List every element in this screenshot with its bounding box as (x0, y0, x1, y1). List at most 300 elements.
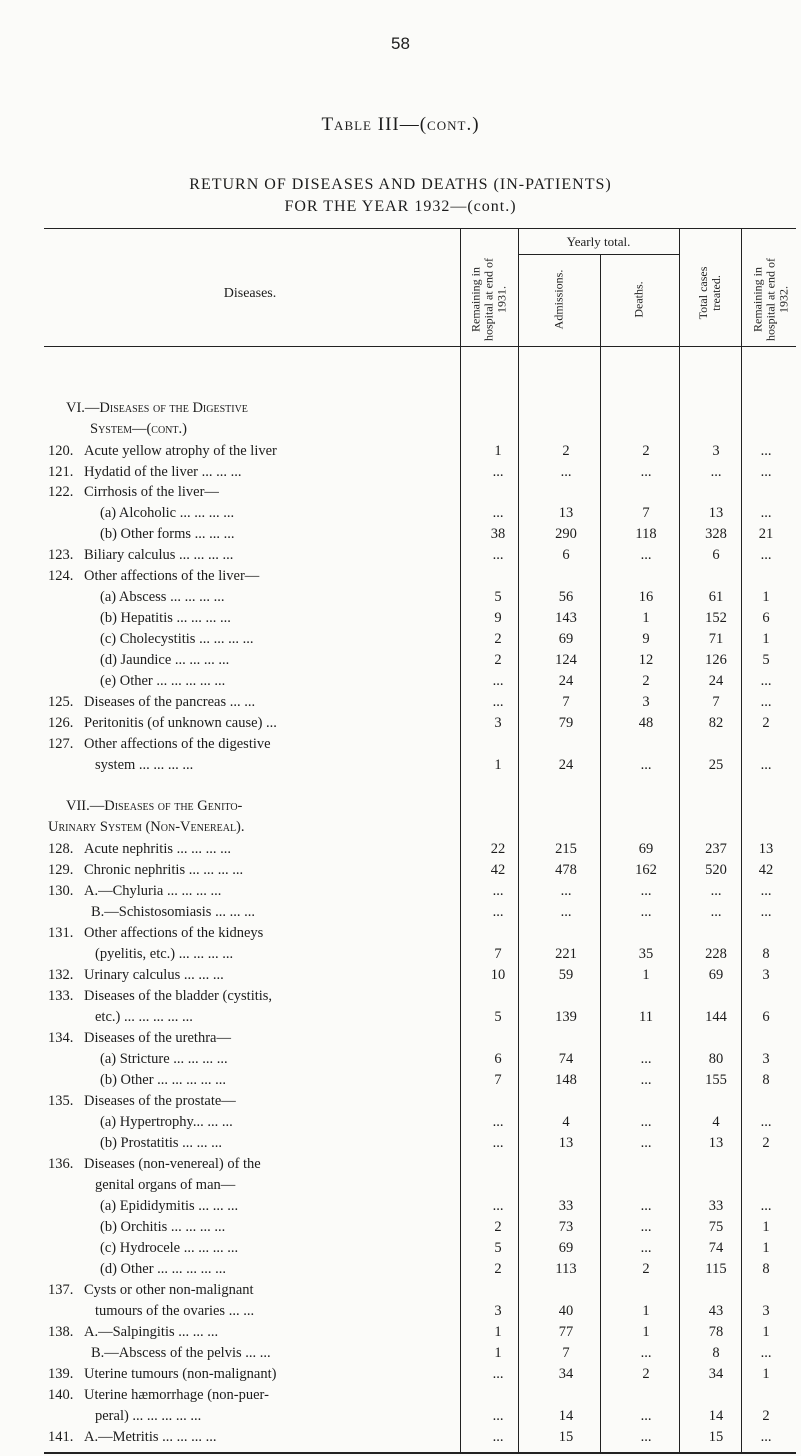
cell-remaining-1932: ... (760, 883, 772, 899)
disease-label: Diseases of the pancreas ... ... (84, 694, 256, 710)
disease-label: Cirrhosis of the liver— (84, 484, 219, 500)
cell-admissions: 15 (558, 1429, 574, 1445)
row-number: 121. (48, 464, 74, 480)
cell-total-cases: 15 (708, 1429, 724, 1445)
cell-total-cases: ... (710, 464, 722, 480)
cell-remaining-1932: 2 (762, 1408, 770, 1424)
disease-label: etc.) ... ... ... ... ... (95, 1009, 193, 1025)
cell-admissions: 4 (562, 1114, 570, 1130)
disease-label: A.—Metritis ... ... ... ... (84, 1429, 217, 1445)
cell-remaining-1931: ... (492, 694, 504, 710)
cell-total-cases: 61 (708, 589, 724, 605)
table-row (0, 443, 801, 463)
cell-total-cases: 24 (708, 673, 724, 689)
disease-label: Biliary calculus ... ... ... ... (84, 547, 234, 563)
cell-total-cases: 25 (708, 757, 724, 773)
cell-admissions: 69 (558, 631, 574, 647)
table-row (0, 757, 801, 777)
disease-label: (b) Orchitis ... ... ... ... (100, 1219, 226, 1235)
header-deaths: Deaths. (631, 281, 646, 318)
table-row (0, 736, 801, 756)
cell-remaining-1931: 2 (494, 652, 502, 668)
disease-label: Uterine tumours (non-malignant) (84, 1366, 277, 1382)
cell-deaths: 2 (642, 1366, 650, 1382)
disease-label: A.—Chyluria ... ... ... ... (84, 883, 222, 899)
cell-admissions: 7 (562, 694, 570, 710)
cell-remaining-1932: 8 (762, 1072, 770, 1088)
row-number: 128. (48, 841, 74, 857)
cell-total-cases: 155 (705, 1072, 727, 1088)
table-row (0, 1051, 801, 1071)
cell-total-cases: 82 (708, 715, 724, 731)
cell-deaths: ... (640, 1198, 652, 1214)
cell-admissions: ... (560, 464, 572, 480)
disease-label: Other affections of the digestive (84, 736, 271, 752)
table-row (0, 484, 801, 504)
table-row (0, 652, 801, 672)
cell-deaths: ... (640, 904, 652, 920)
table-row (0, 1198, 801, 1218)
cell-remaining-1932: 2 (762, 1135, 770, 1151)
table-row (0, 673, 801, 693)
cell-admissions: 124 (555, 652, 577, 668)
cell-deaths: ... (640, 1135, 652, 1151)
cell-admissions: 14 (558, 1408, 574, 1424)
cell-deaths: ... (640, 1219, 652, 1235)
cell-deaths: 2 (642, 673, 650, 689)
cell-total-cases: ... (710, 883, 722, 899)
cell-remaining-1932: ... (760, 673, 772, 689)
cell-remaining-1932: 1 (762, 589, 770, 605)
table-row (0, 1219, 801, 1239)
table-row (0, 464, 801, 484)
disease-label: Hydatid of the liver ... ... ... (84, 464, 242, 480)
cell-deaths: ... (640, 1345, 652, 1361)
cell-total-cases: 3 (712, 443, 720, 459)
row-number: 127. (48, 736, 74, 752)
row-number: 140. (48, 1387, 74, 1403)
row-number: 130. (48, 883, 74, 899)
cell-admissions: 6 (562, 547, 570, 563)
table-row (0, 1366, 801, 1386)
cell-deaths: 16 (638, 589, 654, 605)
cell-total-cases: 33 (708, 1198, 724, 1214)
table-row (0, 1303, 801, 1323)
table-row (0, 1135, 801, 1155)
disease-label: (b) Prostatitis ... ... ... (100, 1135, 223, 1151)
header-diseases: Diseases. (223, 286, 277, 301)
table-row (0, 1030, 801, 1050)
table-row (0, 1345, 801, 1365)
header-yearly-total: Yearly total. (566, 234, 631, 249)
cell-admissions: 24 (558, 757, 574, 773)
cell-total-cases: 74 (708, 1240, 724, 1256)
table-row (0, 568, 801, 588)
section-heading (0, 400, 801, 420)
cell-admissions: 478 (555, 862, 577, 878)
disease-label: Acute yellow atrophy of the liver (84, 443, 277, 459)
cell-total-cases: 520 (705, 862, 727, 878)
table-row (0, 883, 801, 903)
disease-label: Cysts or other non-malignant (84, 1282, 254, 1298)
section-title-continued: System—(cont.) (90, 421, 187, 437)
header-remaining-1931: Remaining in hospital at end of 1931. (468, 258, 509, 341)
disease-label: (c) Hydrocele ... ... ... ... (100, 1240, 239, 1256)
disease-label: system ... ... ... ... (95, 757, 194, 773)
disease-label: peral) ... ... ... ... ... (95, 1408, 202, 1424)
disease-label: (a) Stricture ... ... ... ... (100, 1051, 228, 1067)
table-row (0, 547, 801, 567)
cell-deaths: ... (640, 883, 652, 899)
cell-remaining-1932: 8 (762, 1261, 770, 1277)
disease-label: (b) Other forms ... ... ... (100, 526, 235, 542)
cell-total-cases: 126 (705, 652, 727, 668)
cell-remaining-1931: 38 (490, 526, 506, 542)
cell-deaths: ... (640, 757, 652, 773)
cell-deaths: 2 (642, 443, 650, 459)
disease-label: Uterine hæmorrhage (non-puer- (84, 1387, 269, 1403)
cell-remaining-1931: 22 (490, 841, 506, 857)
table-row (0, 610, 801, 630)
cell-remaining-1932: 21 (758, 526, 774, 542)
table-row (0, 946, 801, 966)
cell-remaining-1932: ... (760, 904, 772, 920)
table-row (0, 862, 801, 882)
cell-remaining-1932: 42 (758, 862, 774, 878)
disease-label: (a) Abscess ... ... ... ... (100, 589, 225, 605)
cell-remaining-1932: ... (760, 1114, 772, 1130)
table-row (0, 1009, 801, 1029)
cell-remaining-1931: 1 (494, 1345, 502, 1361)
cell-remaining-1931: ... (492, 1366, 504, 1382)
disease-label: (a) Alcoholic ... ... ... ... (100, 505, 235, 521)
row-number: 134. (48, 1030, 74, 1046)
cell-remaining-1932: ... (760, 464, 772, 480)
table-row (0, 1282, 801, 1302)
table-row (0, 589, 801, 609)
disease-label: Chronic nephritis ... ... ... ... (84, 862, 244, 878)
cell-admissions: 34 (558, 1366, 574, 1382)
subtitle-line-2: FOR THE YEAR 1932—(cont.) (284, 198, 517, 215)
table-row (0, 526, 801, 546)
cell-remaining-1932: 3 (762, 967, 770, 983)
cell-admissions: 33 (558, 1198, 574, 1214)
table-row (0, 1093, 801, 1113)
cell-admissions: 139 (555, 1009, 577, 1025)
cell-total-cases: 152 (705, 610, 727, 626)
cell-remaining-1931: 42 (490, 862, 506, 878)
row-number: 122. (48, 484, 74, 500)
row-number: 135. (48, 1093, 74, 1109)
table-row (0, 631, 801, 651)
header-remaining-1932: Remaining in hospital at end of 1932. (750, 258, 791, 341)
cell-remaining-1931: 1 (494, 757, 502, 773)
cell-remaining-1931: ... (492, 904, 504, 920)
cell-total-cases: 69 (708, 967, 724, 983)
cell-remaining-1931: 7 (494, 1072, 502, 1088)
disease-label: Other affections of the liver— (84, 568, 260, 584)
row-number: 132. (48, 967, 74, 983)
cell-deaths: ... (640, 1408, 652, 1424)
section-heading (0, 819, 801, 839)
row-number: 125. (48, 694, 74, 710)
disease-label: (pyelitis, etc.) ... ... ... ... (95, 946, 234, 962)
table-row (0, 1177, 801, 1197)
disease-label: (a) Hypertrophy... ... ... (100, 1114, 233, 1130)
cell-deaths: 35 (638, 946, 654, 962)
disease-label: (d) Other ... ... ... ... ... (100, 1261, 227, 1277)
table-row (0, 715, 801, 735)
cell-remaining-1931: 3 (494, 715, 502, 731)
cell-remaining-1931: ... (492, 505, 504, 521)
cell-remaining-1932: ... (760, 547, 772, 563)
cell-remaining-1932: ... (760, 1345, 772, 1361)
disease-label: (c) Cholecystitis ... ... ... ... (100, 631, 254, 647)
cell-total-cases: 13 (708, 505, 724, 521)
top-rule (44, 228, 796, 229)
row-number: 138. (48, 1324, 74, 1340)
section-title-continued: Urinary System (Non-Venereal). (48, 819, 245, 835)
cell-admissions: ... (560, 904, 572, 920)
cell-remaining-1931: ... (492, 673, 504, 689)
cell-remaining-1931: 10 (490, 967, 506, 983)
cell-total-cases: 4 (712, 1114, 720, 1130)
cell-remaining-1931: 2 (494, 1261, 502, 1277)
cell-deaths: ... (640, 1429, 652, 1445)
cell-admissions: 24 (558, 673, 574, 689)
table-row (0, 1240, 801, 1260)
cell-total-cases: 228 (705, 946, 727, 962)
cell-deaths: ... (640, 1240, 652, 1256)
disease-label: (a) Epididymitis ... ... ... (100, 1198, 239, 1214)
cell-deaths: 2 (642, 1261, 650, 1277)
table-row (0, 1387, 801, 1407)
disease-label: Other affections of the kidneys (84, 925, 264, 941)
bottom-rule (44, 1452, 796, 1454)
disease-label: tumours of the ovaries ... ... (95, 1303, 255, 1319)
cell-remaining-1931: 3 (494, 1303, 502, 1319)
table-row (0, 694, 801, 714)
cell-total-cases: 14 (708, 1408, 724, 1424)
cell-remaining-1932: 6 (762, 610, 770, 626)
cell-remaining-1932: 3 (762, 1051, 770, 1067)
cell-remaining-1932: 3 (762, 1303, 770, 1319)
table-row (0, 841, 801, 861)
cell-admissions: ... (560, 883, 572, 899)
row-number: 141. (48, 1429, 74, 1445)
cell-remaining-1931: ... (492, 1135, 504, 1151)
cell-admissions: 59 (558, 967, 574, 983)
cell-remaining-1931: 2 (494, 631, 502, 647)
disease-label: (b) Hepatitis ... ... ... ... (100, 610, 231, 626)
disease-label: A.—Salpingitis ... ... ... (84, 1324, 219, 1340)
table-row (0, 1429, 801, 1449)
disease-label: B.—Schistosomiasis ... ... ... (91, 904, 255, 920)
cell-admissions: 74 (558, 1051, 574, 1067)
disease-label: Peritonitis (of unknown cause) ... (84, 715, 277, 731)
table-row (0, 988, 801, 1008)
cell-total-cases: 78 (708, 1324, 724, 1340)
cell-remaining-1931: 6 (494, 1051, 502, 1067)
cell-total-cases: 71 (708, 631, 724, 647)
cell-total-cases: 13 (708, 1135, 724, 1151)
cell-remaining-1931: ... (492, 1408, 504, 1424)
cell-admissions: 56 (558, 589, 574, 605)
cell-total-cases: 8 (712, 1345, 720, 1361)
row-number: 120. (48, 443, 74, 459)
cell-remaining-1931: ... (492, 464, 504, 480)
cell-admissions: 221 (555, 946, 577, 962)
cell-deaths: 7 (642, 505, 650, 521)
section-title: VI.—Diseases of the Digestive (66, 400, 248, 416)
cell-deaths: ... (640, 1051, 652, 1067)
cell-remaining-1931: 5 (494, 1240, 502, 1256)
cell-total-cases: 328 (705, 526, 727, 542)
table-row (0, 1156, 801, 1176)
header-admissions: Admissions. (551, 269, 566, 330)
disease-label: (e) Other ... ... ... ... ... (100, 673, 226, 689)
cell-deaths: 1 (642, 610, 650, 626)
cell-total-cases: 43 (708, 1303, 724, 1319)
disease-label: Diseases of the bladder (cystitis, (84, 988, 273, 1004)
disease-label: (b) Other ... ... ... ... ... (100, 1072, 227, 1088)
cell-remaining-1932: 1 (762, 1240, 770, 1256)
cell-admissions: 77 (558, 1324, 574, 1340)
cell-remaining-1931: 9 (494, 610, 502, 626)
cell-deaths: 69 (638, 841, 654, 857)
cell-total-cases: 144 (705, 1009, 727, 1025)
subtitle-line-1: RETURN OF DISEASES AND DEATHS (IN-PATIENTS) (189, 176, 612, 193)
section-title: VII.—Diseases of the Genito- (66, 798, 243, 814)
cell-total-cases: 6 (712, 547, 720, 563)
cell-remaining-1931: 2 (494, 1219, 502, 1235)
cell-deaths: 162 (635, 862, 657, 878)
yearly-total-rule (518, 254, 679, 255)
cell-total-cases: 75 (708, 1219, 724, 1235)
header-total-cases: Total cases treated. (696, 266, 723, 320)
cell-remaining-1932: ... (760, 443, 772, 459)
cell-admissions: 69 (558, 1240, 574, 1256)
cell-remaining-1932: 8 (762, 946, 770, 962)
cell-remaining-1932: 1 (762, 1324, 770, 1340)
cell-total-cases: ... (710, 904, 722, 920)
cell-admissions: 113 (555, 1261, 577, 1277)
section-heading (0, 421, 801, 441)
row-number: 126. (48, 715, 74, 731)
cell-admissions: 7 (562, 1345, 570, 1361)
cell-deaths: 1 (642, 1324, 650, 1340)
table-row (0, 967, 801, 987)
disease-label: genital organs of man— (95, 1177, 236, 1193)
row-number: 123. (48, 547, 74, 563)
cell-deaths: 3 (642, 694, 650, 710)
cell-total-cases: 34 (708, 1366, 724, 1382)
cell-admissions: 143 (555, 610, 577, 626)
cell-remaining-1932: ... (760, 1198, 772, 1214)
cell-admissions: 13 (558, 1135, 574, 1151)
cell-total-cases: 237 (705, 841, 727, 857)
cell-admissions: 40 (558, 1303, 574, 1319)
row-number: 131. (48, 925, 74, 941)
cell-deaths: ... (640, 1114, 652, 1130)
cell-remaining-1932: 13 (758, 841, 774, 857)
cell-admissions: 148 (555, 1072, 577, 1088)
cell-admissions: 215 (555, 841, 577, 857)
disease-label: B.—Abscess of the pelvis ... ... (91, 1345, 271, 1361)
cell-remaining-1932: 2 (762, 715, 770, 731)
row-number: 136. (48, 1156, 74, 1172)
cell-remaining-1931: ... (492, 883, 504, 899)
row-number: 137. (48, 1282, 74, 1298)
cell-admissions: 2 (562, 443, 570, 459)
disease-label: Acute nephritis ... ... ... ... (84, 841, 231, 857)
table-row (0, 904, 801, 924)
table-row (0, 1261, 801, 1281)
table-row (0, 1072, 801, 1092)
cell-remaining-1932: 5 (762, 652, 770, 668)
cell-remaining-1932: ... (760, 505, 772, 521)
cell-admissions: 290 (555, 526, 577, 542)
cell-remaining-1932: ... (760, 694, 772, 710)
cell-remaining-1931: ... (492, 1429, 504, 1445)
cell-deaths: ... (640, 464, 652, 480)
disease-label: Diseases (non-venereal) of the (84, 1156, 261, 1172)
cell-remaining-1931: ... (492, 1198, 504, 1214)
cell-total-cases: 7 (712, 694, 720, 710)
table-row (0, 1408, 801, 1428)
cell-admissions: 13 (558, 505, 574, 521)
table-title: Table III—(cont.) (321, 114, 480, 135)
cell-remaining-1932: 1 (762, 631, 770, 647)
cell-remaining-1932: 6 (762, 1009, 770, 1025)
cell-deaths: 48 (638, 715, 654, 731)
cell-deaths: 11 (639, 1009, 653, 1025)
row-number: 124. (48, 568, 74, 584)
cell-deaths: ... (640, 1072, 652, 1088)
cell-admissions: 73 (558, 1219, 574, 1235)
table-row (0, 925, 801, 945)
row-number: 139. (48, 1366, 74, 1382)
cell-total-cases: 115 (705, 1261, 727, 1277)
cell-deaths: 12 (638, 652, 654, 668)
cell-remaining-1932: 1 (762, 1219, 770, 1235)
cell-deaths: ... (640, 547, 652, 563)
disease-label: Diseases of the prostate— (84, 1093, 236, 1109)
cell-deaths: 1 (642, 967, 650, 983)
disease-label: Diseases of the urethra— (84, 1030, 231, 1046)
cell-remaining-1931: 5 (494, 589, 502, 605)
cell-remaining-1932: ... (760, 1429, 772, 1445)
cell-deaths: 1 (642, 1303, 650, 1319)
cell-total-cases: 80 (708, 1051, 724, 1067)
table-row (0, 505, 801, 525)
row-number: 129. (48, 862, 74, 878)
cell-remaining-1931: 1 (494, 1324, 502, 1340)
page-number: 58 (391, 34, 410, 53)
cell-admissions: 79 (558, 715, 574, 731)
header-rule (44, 346, 796, 347)
cell-deaths: 118 (635, 526, 657, 542)
cell-remaining-1931: ... (492, 1114, 504, 1130)
disease-label: Urinary calculus ... ... ... (84, 967, 224, 983)
row-number: 133. (48, 988, 74, 1004)
section-heading (0, 798, 801, 818)
cell-remaining-1931: ... (492, 547, 504, 563)
table-row (0, 1114, 801, 1134)
cell-remaining-1932: 1 (762, 1366, 770, 1382)
cell-deaths: 9 (642, 631, 650, 647)
table-row (0, 1324, 801, 1344)
